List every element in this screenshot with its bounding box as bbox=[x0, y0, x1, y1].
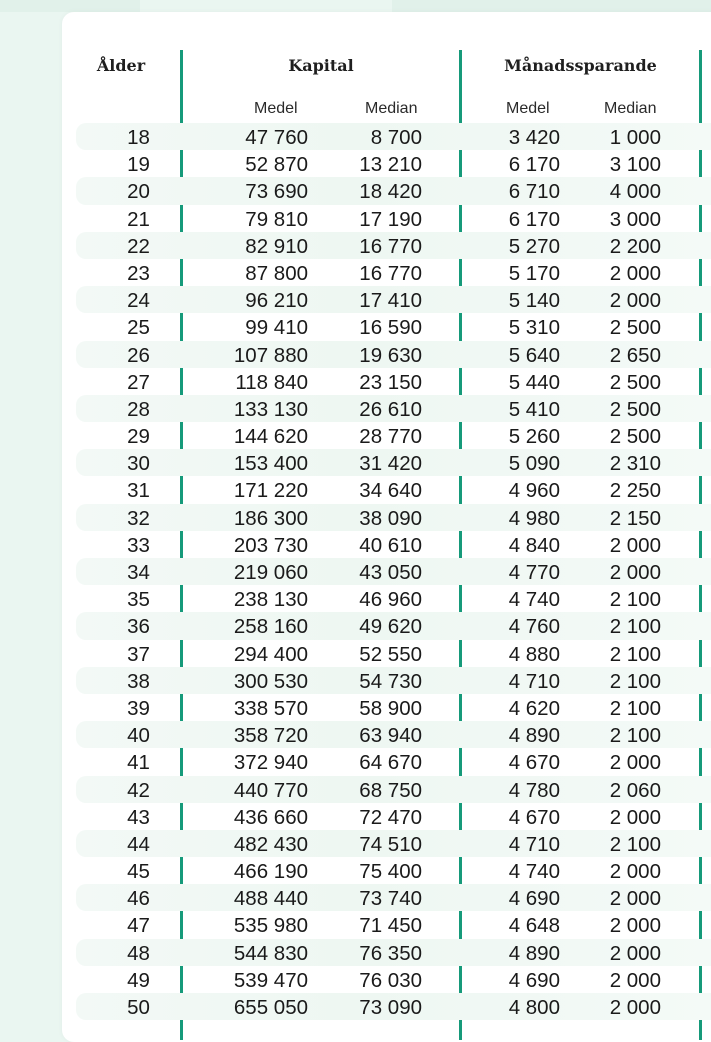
cell-age: 24 bbox=[127, 289, 150, 313]
cell-monthly-median: 2 000 bbox=[609, 805, 661, 829]
table-row bbox=[76, 966, 711, 993]
cell-monthly-median: 2 000 bbox=[609, 751, 661, 775]
cell-capital-mean: 203 730 bbox=[233, 533, 308, 557]
cell-capital-median: 26 610 bbox=[359, 397, 422, 421]
table-row bbox=[76, 640, 711, 667]
cell-monthly-mean: 6 170 bbox=[508, 153, 560, 177]
cell-monthly-mean: 5 310 bbox=[508, 316, 560, 340]
cell-monthly-median: 2 000 bbox=[609, 261, 661, 285]
background-band bbox=[0, 0, 140, 12]
cell-age: 28 bbox=[127, 397, 150, 421]
table-row bbox=[76, 286, 711, 313]
cell-age: 44 bbox=[127, 832, 150, 856]
cell-age: 42 bbox=[127, 778, 150, 802]
cell-capital-median: 75 400 bbox=[359, 860, 422, 884]
cell-age: 43 bbox=[127, 805, 150, 829]
cell-monthly-mean: 5 640 bbox=[508, 343, 560, 367]
cell-monthly-mean: 5 440 bbox=[508, 370, 560, 394]
cell-monthly-mean: 4 880 bbox=[508, 642, 560, 666]
cell-capital-mean: 436 660 bbox=[233, 805, 308, 829]
cell-capital-median: 54 730 bbox=[359, 669, 422, 693]
cell-age: 48 bbox=[127, 941, 150, 965]
cell-capital-median: 34 640 bbox=[359, 479, 422, 503]
cell-age: 19 bbox=[127, 153, 150, 177]
table-row bbox=[76, 177, 711, 204]
cell-age: 37 bbox=[127, 642, 150, 666]
cell-capital-mean: 133 130 bbox=[233, 397, 308, 421]
cell-monthly-median: 2 100 bbox=[609, 642, 661, 666]
cell-capital-mean: 186 300 bbox=[233, 506, 308, 530]
table-row bbox=[76, 395, 711, 422]
cell-capital-mean: 535 980 bbox=[233, 914, 308, 938]
cell-capital-mean: 358 720 bbox=[233, 724, 308, 748]
cell-capital-median: 19 630 bbox=[359, 343, 422, 367]
cell-monthly-median: 2 200 bbox=[609, 234, 661, 258]
cell-capital-median: 46 960 bbox=[359, 588, 422, 612]
cell-age: 27 bbox=[127, 370, 150, 394]
cell-capital-median: 16 770 bbox=[359, 234, 422, 258]
cell-capital-mean: 338 570 bbox=[233, 696, 308, 720]
cell-monthly-median: 2 000 bbox=[609, 968, 661, 992]
cell-age: 47 bbox=[127, 914, 150, 938]
cell-capital-median: 71 450 bbox=[359, 914, 422, 938]
cell-capital-mean: 440 770 bbox=[233, 778, 308, 802]
cell-monthly-mean: 4 710 bbox=[508, 832, 560, 856]
cell-monthly-mean: 4 620 bbox=[508, 696, 560, 720]
cell-monthly-mean: 4 770 bbox=[508, 561, 560, 584]
table-row bbox=[76, 341, 711, 368]
cell-capital-mean: 153 400 bbox=[233, 452, 308, 476]
cell-capital-mean: 82 910 bbox=[245, 234, 308, 258]
cell-age: 38 bbox=[127, 669, 150, 693]
header-capital: Kapital bbox=[288, 56, 354, 75]
cell-capital-median: 63 940 bbox=[359, 724, 422, 748]
cell-capital-mean: 238 130 bbox=[233, 588, 308, 612]
cell-monthly-mean: 5 170 bbox=[508, 261, 560, 285]
cell-age: 22 bbox=[127, 234, 150, 258]
cell-monthly-median: 2 000 bbox=[609, 887, 661, 911]
cell-capital-mean: 488 440 bbox=[233, 887, 308, 911]
cell-monthly-median: 2 250 bbox=[609, 479, 661, 503]
table-row bbox=[76, 585, 711, 612]
cell-monthly-mean: 5 140 bbox=[508, 289, 560, 313]
cell-capital-mean: 87 800 bbox=[245, 261, 308, 285]
table-row bbox=[76, 721, 711, 748]
cell-monthly-mean: 4 780 bbox=[508, 778, 560, 802]
cell-age: 32 bbox=[127, 506, 150, 530]
cell-monthly-median: 2 500 bbox=[609, 425, 661, 449]
cell-capital-median: 13 210 bbox=[359, 153, 422, 177]
cell-monthly-mean: 4 840 bbox=[508, 533, 560, 557]
cell-capital-mean: 655 050 bbox=[233, 996, 308, 1019]
cell-age: 39 bbox=[127, 696, 150, 720]
cell-monthly-median: 2 100 bbox=[609, 615, 661, 639]
cell-monthly-median: 2 310 bbox=[609, 452, 661, 476]
cell-monthly-median: 1 000 bbox=[609, 126, 661, 149]
cell-monthly-median: 2 100 bbox=[609, 696, 661, 720]
table-row bbox=[76, 911, 711, 938]
cell-age: 41 bbox=[127, 751, 150, 775]
cell-monthly-mean: 5 090 bbox=[508, 452, 560, 476]
cell-monthly-mean: 4 670 bbox=[508, 805, 560, 829]
table-row bbox=[76, 857, 711, 884]
table-row bbox=[76, 884, 711, 911]
table-body bbox=[76, 123, 711, 1020]
table-row bbox=[76, 667, 711, 694]
table-row bbox=[76, 232, 711, 259]
cell-capital-median: 18 420 bbox=[359, 180, 422, 204]
table-row bbox=[76, 694, 711, 721]
cell-capital-median: 49 620 bbox=[359, 615, 422, 639]
table-row bbox=[76, 558, 711, 585]
cell-age: 46 bbox=[127, 887, 150, 911]
cell-monthly-median: 2 100 bbox=[609, 832, 661, 856]
cell-monthly-median: 2 000 bbox=[609, 860, 661, 884]
cell-monthly-mean: 4 670 bbox=[508, 751, 560, 775]
cell-monthly-median: 2 500 bbox=[609, 397, 661, 421]
cell-monthly-median: 2 000 bbox=[609, 289, 661, 313]
cell-capital-median: 38 090 bbox=[359, 506, 422, 530]
cell-capital-mean: 79 810 bbox=[245, 207, 308, 231]
cell-monthly-median: 2 000 bbox=[609, 561, 661, 584]
cell-age: 20 bbox=[127, 180, 150, 204]
cell-age: 23 bbox=[127, 261, 150, 285]
cell-capital-mean: 47 760 bbox=[245, 126, 308, 149]
cell-capital-median: 58 900 bbox=[359, 696, 422, 720]
cell-age: 35 bbox=[127, 588, 150, 612]
cell-capital-median: 17 410 bbox=[359, 289, 422, 313]
cell-capital-mean: 294 400 bbox=[233, 642, 308, 666]
table-row bbox=[76, 150, 711, 177]
cell-capital-mean: 144 620 bbox=[233, 425, 308, 449]
subheader-monthly-median: Median bbox=[604, 100, 657, 117]
cell-capital-mean: 96 210 bbox=[245, 289, 308, 313]
cell-monthly-mean: 4 740 bbox=[508, 860, 560, 884]
cell-capital-median: 74 510 bbox=[359, 832, 422, 856]
background-band bbox=[392, 0, 711, 12]
cell-monthly-mean: 4 980 bbox=[508, 506, 560, 530]
subheader-capital-median: Median bbox=[365, 100, 418, 117]
cell-capital-mean: 118 840 bbox=[235, 370, 308, 394]
table-row bbox=[76, 476, 711, 503]
header-monthly-saving: Månadssparande bbox=[504, 56, 657, 75]
cell-age: 31 bbox=[127, 479, 150, 503]
subheader-monthly-mean: Medel bbox=[506, 100, 550, 117]
cell-monthly-median: 2 100 bbox=[609, 724, 661, 748]
cell-monthly-mean: 4 648 bbox=[508, 914, 560, 938]
cell-monthly-median: 2 000 bbox=[609, 996, 661, 1019]
cell-monthly-median: 4 000 bbox=[609, 180, 661, 204]
cell-capital-mean: 544 830 bbox=[233, 941, 308, 965]
cell-monthly-median: 2 100 bbox=[609, 669, 661, 693]
cell-capital-mean: 482 430 bbox=[233, 832, 308, 856]
cell-capital-median: 28 770 bbox=[359, 425, 422, 449]
cell-capital-median: 73 740 bbox=[359, 887, 422, 911]
cell-monthly-mean: 4 890 bbox=[508, 724, 560, 748]
cell-capital-median: 64 670 bbox=[359, 751, 422, 775]
header-age: Ålder bbox=[96, 56, 146, 75]
cell-monthly-mean: 4 800 bbox=[508, 996, 560, 1019]
cell-monthly-median: 2 000 bbox=[609, 941, 661, 965]
subheader-capital-mean: Medel bbox=[254, 100, 298, 117]
table-row bbox=[76, 422, 711, 449]
table-row bbox=[76, 612, 711, 639]
cell-monthly-mean: 4 710 bbox=[508, 669, 560, 693]
cell-monthly-median: 3 100 bbox=[609, 153, 661, 177]
cell-capital-median: 52 550 bbox=[359, 642, 422, 666]
cell-monthly-mean: 4 890 bbox=[508, 941, 560, 965]
cell-monthly-mean: 5 270 bbox=[508, 234, 560, 258]
cell-age: 21 bbox=[127, 207, 150, 231]
cell-age: 18 bbox=[127, 126, 150, 149]
cell-capital-median: 76 030 bbox=[359, 968, 422, 992]
cell-age: 33 bbox=[127, 533, 150, 557]
cell-monthly-median: 2 500 bbox=[609, 316, 661, 340]
cell-monthly-median: 3 000 bbox=[609, 207, 661, 231]
cell-capital-median: 43 050 bbox=[359, 561, 422, 584]
table-row bbox=[76, 123, 711, 150]
cell-capital-median: 73 090 bbox=[359, 996, 422, 1019]
cell-monthly-mean: 6 170 bbox=[508, 207, 560, 231]
cell-age: 50 bbox=[127, 996, 150, 1019]
table-row bbox=[76, 939, 711, 966]
table-row bbox=[76, 205, 711, 232]
cell-capital-median: 17 190 bbox=[359, 207, 422, 231]
cell-age: 30 bbox=[127, 452, 150, 476]
cell-age: 45 bbox=[127, 860, 150, 884]
table-row bbox=[76, 368, 711, 395]
table-row bbox=[76, 830, 711, 857]
cell-capital-mean: 52 870 bbox=[245, 153, 308, 177]
cell-monthly-mean: 4 760 bbox=[508, 615, 560, 639]
table-row bbox=[76, 531, 711, 558]
cell-monthly-median: 2 000 bbox=[609, 914, 661, 938]
cell-capital-median: 16 590 bbox=[359, 316, 422, 340]
cell-capital-median: 76 350 bbox=[359, 941, 422, 965]
cell-monthly-mean: 4 740 bbox=[508, 588, 560, 612]
cell-monthly-mean: 4 690 bbox=[508, 968, 560, 992]
cell-age: 25 bbox=[127, 316, 150, 340]
cell-age: 34 bbox=[127, 561, 150, 584]
cell-capital-mean: 539 470 bbox=[233, 968, 308, 992]
cell-monthly-median: 2 650 bbox=[609, 343, 661, 367]
cell-monthly-mean: 5 260 bbox=[508, 425, 560, 449]
cell-capital-mean: 219 060 bbox=[233, 561, 308, 584]
cell-capital-mean: 300 530 bbox=[233, 669, 308, 693]
cell-capital-mean: 99 410 bbox=[245, 316, 308, 340]
cell-capital-mean: 73 690 bbox=[245, 180, 308, 204]
table-row bbox=[76, 748, 711, 775]
cell-capital-median: 16 770 bbox=[359, 261, 422, 285]
cell-monthly-mean: 4 690 bbox=[508, 887, 560, 911]
cell-monthly-mean: 4 960 bbox=[508, 479, 560, 503]
cell-monthly-median: 2 150 bbox=[609, 506, 661, 530]
cell-capital-mean: 171 220 bbox=[233, 479, 308, 503]
cell-monthly-median: 2 500 bbox=[609, 370, 661, 394]
cell-capital-mean: 258 160 bbox=[233, 615, 308, 639]
table-row bbox=[76, 313, 711, 340]
cell-monthly-mean: 5 410 bbox=[508, 397, 560, 421]
table-row bbox=[76, 259, 711, 286]
cell-capital-mean: 372 940 bbox=[233, 751, 308, 775]
cell-age: 29 bbox=[127, 425, 150, 449]
cell-monthly-mean: 6 710 bbox=[508, 180, 560, 204]
cell-capital-mean: 466 190 bbox=[233, 860, 308, 884]
cell-capital-median: 68 750 bbox=[359, 778, 422, 802]
cell-capital-mean: 107 880 bbox=[233, 343, 308, 367]
cell-capital-median: 31 420 bbox=[359, 452, 422, 476]
cell-age: 26 bbox=[127, 343, 150, 367]
cell-capital-median: 40 610 bbox=[359, 533, 422, 557]
cell-capital-median: 23 150 bbox=[359, 370, 422, 394]
cell-age: 40 bbox=[127, 724, 150, 748]
cell-monthly-median: 2 100 bbox=[609, 588, 661, 612]
table-row bbox=[76, 776, 711, 803]
cell-monthly-median: 2 060 bbox=[609, 778, 661, 802]
cell-age: 36 bbox=[127, 615, 150, 639]
cell-capital-median: 8 700 bbox=[370, 126, 422, 149]
table-row bbox=[76, 803, 711, 830]
cell-monthly-median: 2 000 bbox=[609, 533, 661, 557]
table-row bbox=[76, 449, 711, 476]
table-row bbox=[76, 993, 711, 1020]
cell-capital-median: 72 470 bbox=[359, 805, 422, 829]
cell-age: 49 bbox=[127, 968, 150, 992]
table-row bbox=[76, 504, 711, 531]
cell-monthly-mean: 3 420 bbox=[508, 126, 560, 149]
